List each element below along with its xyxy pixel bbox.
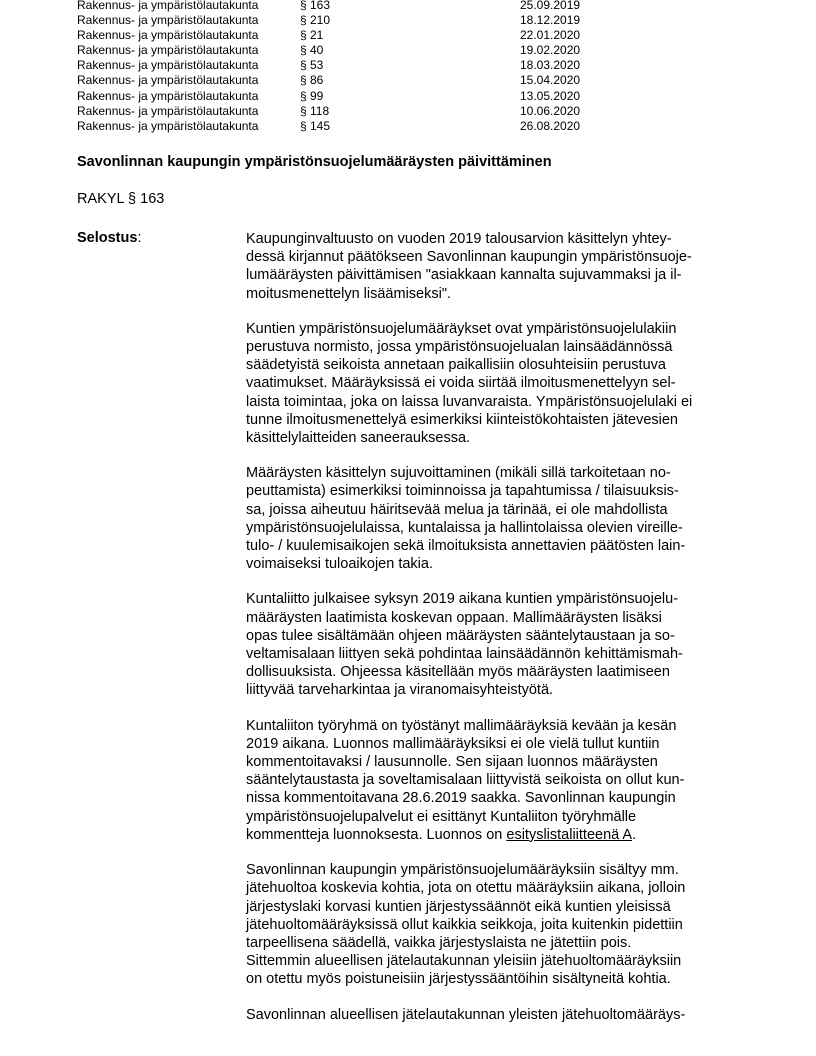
text-line: lumääräysten päivittämisen "asiakkaan kannalta sujuvammaksi ja il- [246, 267, 682, 284]
text-line: sa, joissa aiheutuu häiritsevää melua ja tärinää, ei ole mahdollista [246, 501, 668, 518]
history-date: 25.09.2019 [520, 0, 581, 12]
history-paragraph: § 86 [300, 73, 324, 88]
history-paragraph: § 21 [300, 28, 324, 43]
history-paragraph: § 40 [300, 43, 324, 58]
history-body: Rakennus- ja ympäristölautakunta [77, 0, 259, 12]
body-paragraph [246, 230, 746, 303]
text-line: Kaupunginvaltuusto on vuoden 2019 talousarvion käsittelyn yhtey- [246, 231, 672, 247]
selostus-content [246, 230, 746, 1041]
section-title: Savonlinnan kaupungin ympäristönsuojelumääräysten päivittäminen [77, 154, 552, 170]
history-date: 13.05.2020 [520, 88, 581, 103]
history-body: Rakennus- ja ympäristölautakunta [77, 73, 259, 88]
text-line: on otettu myös poistuneisiin järjestyssääntöihin sisältyneitä kohtia. [246, 971, 671, 988]
history-row [77, 104, 620, 119]
history-paragraph: § 53 [300, 58, 324, 73]
history-body: Rakennus- ja ympäristölautakunta [77, 43, 259, 58]
text-line: jätehuoltomääräyksissä ollut kaikkia seikkoja, joita kuitenkin pidettiin [246, 916, 683, 933]
body-paragraph [246, 861, 746, 988]
text-line: Sittemmin alueellisen jätelautakunnan yleisiin jätehuoltomääräyksiin [246, 953, 682, 970]
text-line: nissa kommentoitavana 28.6.2019 saakka. Savonlinnan kaupungin [246, 790, 676, 807]
history-body: Rakennus- ja ympäristölautakunta [77, 103, 259, 118]
text-line: moitusmenettelyn lisäämiseksi". [246, 285, 451, 302]
text-line: dollisuuksista. Ohjeessa käsitellään myös määräysten laatimiseen [246, 664, 670, 681]
history-paragraph: § 210 [300, 13, 331, 28]
body-paragraph [246, 464, 746, 573]
history-row [77, 0, 620, 13]
text-line: ympäristönsuojelupalvelut ei esittänyt Kuntaliiton työryhmälle [246, 808, 637, 825]
text-line: 2019 aikana. Luonnos mallimääräyksiksi ei ole vielä tullut kuntiin [246, 735, 660, 752]
text-line: tarpeellisena säädellä, vaikka järjestyslaista ne jätettiin pois. [246, 934, 632, 951]
body-paragraph [246, 1006, 746, 1024]
body-paragraph [246, 590, 746, 699]
text-line: liittyvää tarveharkintaa ja viranomaisyhteistyötä. [246, 682, 554, 699]
history-row [77, 89, 620, 104]
text-line [246, 826, 746, 844]
history-paragraph: § 163 [300, 0, 331, 12]
history-paragraph: § 99 [300, 88, 324, 103]
text-line: Kuntaliitto julkaisee syksyn 2019 aikana kuntien ympäristönsuojelu- [246, 591, 679, 608]
history-date: 15.04.2020 [520, 73, 581, 88]
selostus-colon: : [137, 230, 142, 246]
history-date: 26.08.2020 [520, 118, 581, 133]
text-line: peuttamista) esimerkiksi toiminnoissa ja tapahtumissa / tilaisuuksis- [246, 483, 679, 500]
text-line: veltamisalaan liittyen sekä pohdintaa lainsäädännön kehittämismah- [246, 646, 683, 663]
text-line: sääntelytaustasta ja soveltamisalaan liittyvistä seikoista on ollut kun- [246, 772, 685, 789]
text-line: ympäristönsuojelulaissa, kuntalaissa ja hallintolaissa olevien vireille- [246, 519, 683, 536]
history-date: 10.06.2020 [520, 103, 581, 118]
text-line: perustuva normisto, jossa ympäristönsuojelualan lainsäädännössä [246, 339, 673, 356]
text-line: käsittelylaitteiden saneerauksessa. [246, 430, 471, 447]
body-paragraph [246, 320, 746, 447]
text-line: jätehuoltoa koskevia kohtia, jota on otettu määräyksiin aikana, jolloin [246, 880, 686, 897]
history-row [77, 28, 620, 43]
text-line: Savonlinnan alueellisen jätelautakunnan yleisten jätehuoltomääräys- [246, 1006, 686, 1023]
history-date: 18.03.2020 [520, 58, 581, 73]
text-line: Määräysten käsittelyn sujuvoittaminen (mikäli sillä tarkoitetaan no- [246, 465, 671, 482]
text-line: Kuntien ympäristönsuojelumääräykset ovat ympäristönsuojelulakiin [246, 320, 677, 337]
history-date: 19.02.2020 [520, 43, 581, 58]
text-line: tulo- / kuulemisaikojen sekä ilmoituksista annettavien päätösten lain- [246, 538, 686, 555]
history-body: Rakennus- ja ympäristölautakunta [77, 118, 259, 133]
history-table [77, 0, 620, 134]
history-row [77, 13, 620, 28]
history-body: Rakennus- ja ympäristölautakunta [77, 13, 259, 28]
history-paragraph: § 118 [300, 103, 330, 118]
text-line: Savonlinnan kaupungin ympäristönsuojelumääräyksiin sisältyy mm. [246, 862, 679, 879]
history-row [77, 119, 620, 134]
selostus-label [77, 230, 141, 246]
history-row [77, 73, 620, 88]
text-line: dessä kirjannut päätökseen Savonlinnan kaupungin ympäristönsuoje- [246, 249, 692, 266]
history-row [77, 58, 620, 73]
body-paragraph [246, 717, 746, 844]
text-line: laista toimintaa, joka on laissa luvanvaraista. Ympäristönsuojelulaki ei [246, 393, 693, 410]
history-body: Rakennus- ja ympäristölautakunta [77, 88, 259, 103]
history-paragraph: § 145 [300, 118, 331, 133]
text-line: säädetyistä seikoista annetaan paikallisiin olosuhteisiin perustuva [246, 357, 666, 374]
text-line: määräysten laatimista koskevan oppaan. Mallimääräysten lisäksi [246, 609, 662, 626]
history-row [77, 43, 620, 58]
text-line: opas tulee sisältämään ohjeen määräysten sääntelytaustaan ja so- [246, 627, 675, 644]
history-body: Rakennus- ja ympäristölautakunta [77, 58, 259, 73]
text-line: voimaiseksi tuloaikojen takia. [246, 556, 433, 573]
selostus-label-text: Selostus [77, 230, 138, 246]
history-date: 18.12.2019 [520, 13, 581, 28]
text-line: kommentoitavaksi / lausunnolle. Sen sijaan luonnos määräysten [246, 754, 658, 771]
attachment-link[interactable]: esityslistaliitteenä A [506, 826, 633, 843]
link-line-after: . [632, 826, 637, 843]
link-line-before: kommentteja luonnoksesta. Luonnos on [246, 826, 507, 843]
text-line: Kuntaliiton työryhmä on työstänyt mallimääräyksiä kevään ja kesän [246, 717, 677, 734]
text-line: tunne ilmoitusmenettelyä esimerkiksi kiinteistökohtaisten jätevesien [246, 411, 678, 428]
paragraph-reference: RAKYL § 163 [77, 191, 165, 207]
history-date: 22.01.2020 [520, 28, 581, 43]
text-line: vaatimukset. Määräyksissä ei voida siirtää ilmoitusmenettelyyn sel- [246, 375, 676, 392]
text-line: järjestyslaki korvasi kuntien järjestyssäännöt eikä kuntien yleisissä [246, 898, 671, 915]
history-body: Rakennus- ja ympäristölautakunta [77, 28, 259, 43]
